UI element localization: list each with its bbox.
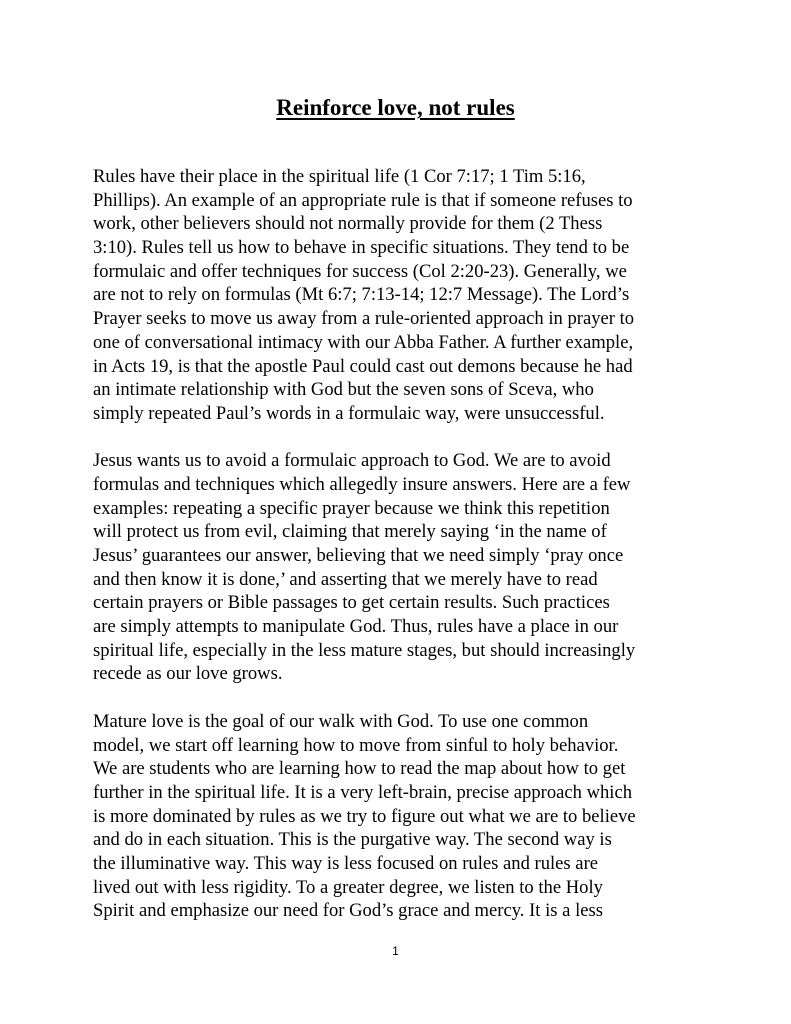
paragraph-2 bbox=[93, 449, 713, 686]
text-line: and do in each situation. This is the purgative way. The second way is bbox=[93, 829, 612, 851]
text-line: spiritual life, especially in the less mature stages, but should increasingly bbox=[93, 639, 636, 661]
text-line: Phillips). An example of an appropriate rule is that if someone refuses to bbox=[93, 189, 633, 211]
text-line: are simply attempts to manipulate God. Thus, rules have a place in our bbox=[93, 616, 619, 638]
page-number: 1 bbox=[392, 944, 399, 958]
text-line: formulaic and offer techniques for success (Col 2:20-23). Generally, we bbox=[93, 260, 627, 282]
text-line: certain prayers or Bible passages to get certain results. Such practices bbox=[93, 592, 610, 614]
text-line: Jesus wants us to avoid a formulaic approach to God. We are to avoid bbox=[93, 450, 611, 472]
page-title bbox=[0, 95, 791, 121]
paragraph-3 bbox=[93, 710, 713, 923]
text-line: and then know it is done,’ and asserting that we merely have to read bbox=[93, 568, 598, 590]
text-line: an intimate relationship with God but the seven sons of Sceva, who bbox=[93, 379, 594, 401]
text-line: recede as our love grows. bbox=[93, 663, 283, 685]
text-line: formulas and techniques which allegedly insure answers. Here are a few bbox=[93, 473, 631, 495]
text-line: model, we start off learning how to move from sinful to holy behavior. bbox=[93, 734, 619, 756]
text-line: Mature love is the goal of our walk with God. To use one common bbox=[93, 710, 589, 732]
page-title-text: Reinforce love, not rules bbox=[276, 95, 515, 120]
text-line: work, other believers should not normally provide for them (2 Thess bbox=[93, 213, 603, 235]
text-line: We are students who are learning how to read the map about how to get bbox=[93, 758, 626, 780]
text-line: simply repeated Paul’s words in a formulaic way, were unsuccessful. bbox=[93, 402, 605, 424]
document-body bbox=[93, 165, 713, 947]
text-line: Rules have their place in the spiritual life (1 Cor 7:17; 1 Tim 5:16, bbox=[93, 166, 586, 187]
text-line: Prayer seeks to move us away from a rule-oriented approach in prayer to bbox=[93, 308, 635, 330]
text-line: examples: repeating a specific prayer because we think this repetition bbox=[93, 497, 610, 519]
text-line: is more dominated by rules as we try to figure out what we are to believe bbox=[93, 805, 636, 827]
text-line: in Acts 19, is that the apostle Paul could cast out demons because he had bbox=[93, 355, 633, 377]
text-line: the illuminative way. This way is less focused on rules and rules are bbox=[93, 852, 599, 874]
text-line: further in the spiritual life. It is a very left-brain, precise approach which bbox=[93, 781, 633, 803]
paragraph-1 bbox=[93, 165, 713, 426]
text-line: Jesus’ guarantees our answer, believing that we need simply ‘pray once bbox=[93, 545, 624, 566]
text-line: one of conversational intimacy with our Abba Father. A further example, bbox=[93, 331, 634, 353]
text-line: Spirit and emphasize our need for God’s grace and mercy. It is a less bbox=[93, 900, 603, 922]
text-line: are not to rely on formulas (Mt 6:7; 7:13-14; 12:7 Message). The Lord’s bbox=[93, 284, 630, 306]
text-line: 3:10). Rules tell us how to behave in specific situations. They tend to be bbox=[93, 237, 630, 259]
text-line: lived out with less rigidity. To a greater degree, we listen to the Holy bbox=[93, 876, 603, 898]
text-line: will protect us from evil, claiming that merely saying ‘in the name of bbox=[93, 521, 607, 543]
